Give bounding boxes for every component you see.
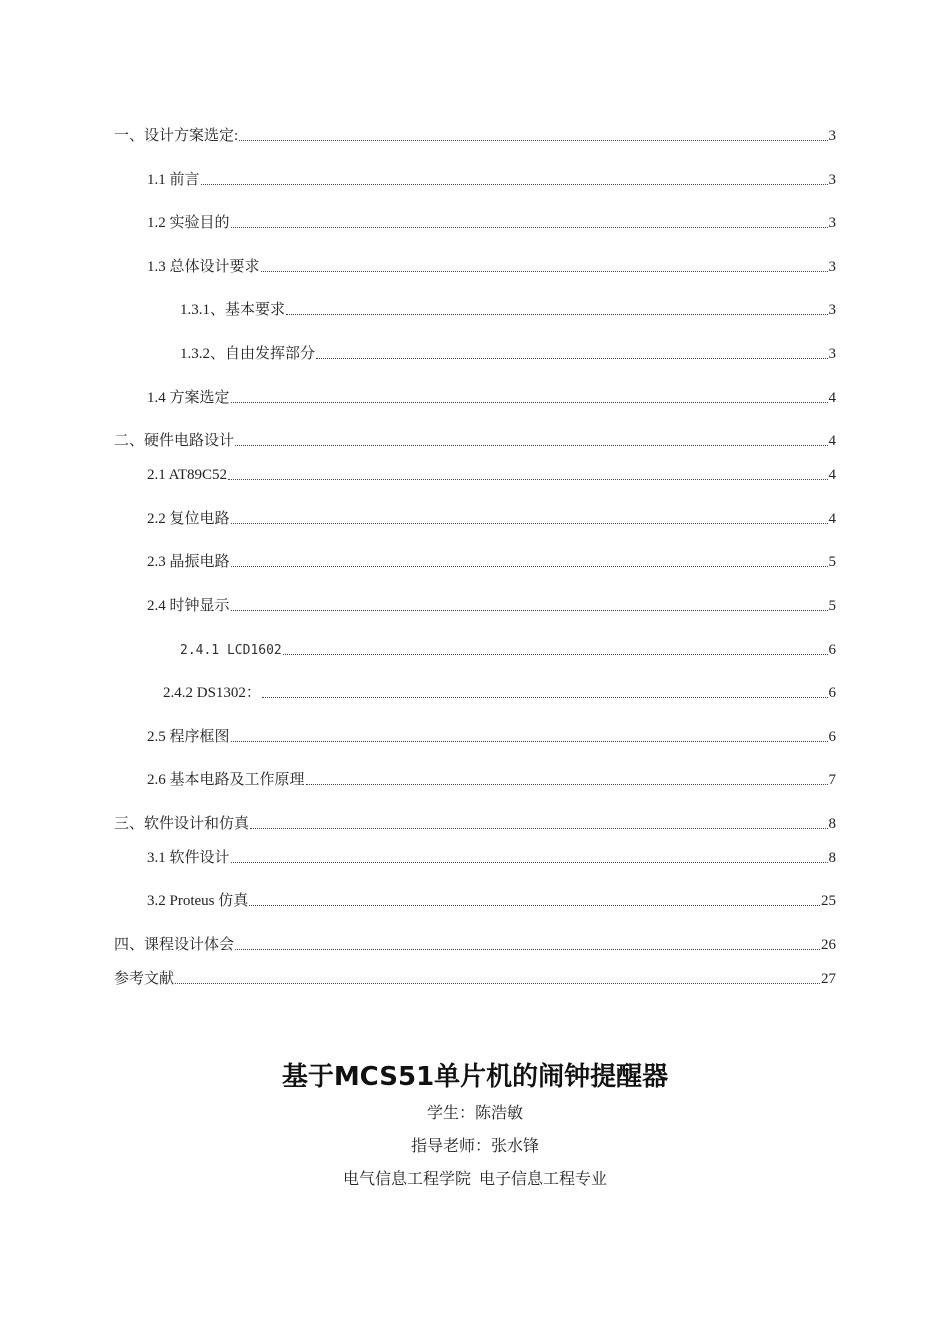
toc-leader-dots <box>239 139 827 141</box>
toc-entry[interactable] <box>180 344 836 364</box>
toc-entry-label: 2.5 程序框图 <box>147 729 230 745</box>
toc-entry-label: 三、软件设计和仿真 <box>114 816 250 832</box>
toc-entry-page-number: 3 <box>828 346 836 362</box>
toc-leader-dots <box>231 609 828 611</box>
toc-entry-page-number: 3 <box>828 302 836 318</box>
toc-entry-page-number: 4 <box>828 467 836 483</box>
toc-entry-page-number: 8 <box>828 816 836 832</box>
toc-entry-label: 1.1 前言 <box>147 172 200 188</box>
toc-entry[interactable] <box>114 126 836 146</box>
toc-leader-dots <box>231 861 828 863</box>
toc-leader-dots <box>231 740 828 742</box>
toc-entry-label: 2.2 复位电路 <box>147 511 230 527</box>
toc-entry[interactable] <box>147 213 836 233</box>
student-line: 学生：陈浩敏 <box>426 1105 523 1122</box>
toc-entry[interactable] <box>147 552 836 572</box>
toc-entry-label: 1.3 总体设计要求 <box>147 259 260 275</box>
toc-leader-dots <box>201 183 828 185</box>
toc-entry-label: 2.1 AT89C52 <box>147 467 228 483</box>
toc-leader-dots <box>231 565 828 567</box>
toc-entry-label: 一、设计方案选定: <box>114 128 239 144</box>
document-title: 基于MCS51单片机的闹钟提醒器 <box>281 1062 669 1092</box>
toc-entry[interactable] <box>147 170 836 190</box>
toc-entry-label: 3.1 软件设计 <box>147 850 230 866</box>
toc-entry-page-number: 3 <box>828 128 836 144</box>
toc-entry-page-number: 3 <box>828 172 836 188</box>
toc-entry[interactable] <box>180 300 836 320</box>
toc-entry-label: 2.4 时钟显示 <box>147 598 230 614</box>
toc-entry[interactable] <box>114 935 836 955</box>
toc-entry-page-number: 5 <box>828 554 836 570</box>
toc-leader-dots <box>250 827 827 829</box>
toc-entry[interactable] <box>147 596 836 616</box>
toc-entry[interactable] <box>147 727 836 747</box>
toc-entry-label: 3.2 Proteus 仿真 <box>147 893 249 909</box>
toc-entry[interactable] <box>147 388 836 408</box>
toc-entry-label: 二、硬件电路设计 <box>114 433 235 449</box>
toc-entry[interactable] <box>114 969 836 989</box>
toc-entry-page-number: 25 <box>821 893 836 909</box>
toc-leader-dots <box>316 357 827 359</box>
toc-entry-page-number: 7 <box>828 772 836 788</box>
toc-entry-page-number: 3 <box>828 259 836 275</box>
toc-leader-dots <box>249 904 820 906</box>
toc-entry-label: 2.3 晶振电路 <box>147 554 230 570</box>
toc-entry-page-number: 4 <box>828 511 836 527</box>
toc-leader-dots <box>235 948 820 950</box>
toc-leader-dots <box>261 270 828 272</box>
toc-entry-label: 1.3.1、基本要求 <box>180 302 286 318</box>
toc-entry-label: 参考文献 <box>114 971 175 987</box>
toc-entry-page-number: 6 <box>828 685 836 701</box>
toc-leader-dots <box>231 522 828 524</box>
toc-entry[interactable] <box>147 509 836 529</box>
toc-leader-dots <box>235 444 827 446</box>
toc-entry-page-number: 8 <box>828 850 836 866</box>
toc-entry[interactable] <box>114 814 836 834</box>
toc-entry-page-number: 5 <box>828 598 836 614</box>
toc-entry-label: 1.2 实验目的 <box>147 215 230 231</box>
toc-leader-dots <box>231 401 828 403</box>
department-line: 电气信息工程学院 电子信息工程专业 <box>342 1171 607 1188</box>
toc-leader-dots <box>283 653 828 655</box>
toc-entry[interactable] <box>147 465 836 485</box>
toc-entry[interactable] <box>163 683 836 703</box>
toc-entry-label: 1.4 方案选定 <box>147 390 230 406</box>
toc-entry-page-number: 26 <box>821 937 836 953</box>
toc-entry-page-number: 3 <box>828 215 836 231</box>
toc-leader-dots <box>175 982 820 984</box>
toc-entry-page-number: 6 <box>828 642 836 658</box>
toc-entry[interactable] <box>180 640 836 660</box>
toc-entry-label: 2.6 基本电路及工作原理 <box>147 772 305 788</box>
toc-leader-dots <box>306 783 828 785</box>
toc-entry[interactable] <box>114 431 836 451</box>
toc-leader-dots <box>286 313 827 315</box>
toc-entry-label: 2.4.2 DS1302： <box>163 685 261 701</box>
toc-entry-page-number: 4 <box>828 433 836 449</box>
toc-entry[interactable] <box>147 848 836 868</box>
advisor-line: 指导老师：张水锋 <box>410 1138 539 1155</box>
toc-leader-dots <box>228 478 827 480</box>
toc-entry[interactable] <box>147 770 836 790</box>
toc-entry-page-number: 27 <box>821 971 836 987</box>
toc-entry-page-number: 4 <box>828 390 836 406</box>
toc-entry-label: 四、课程设计体会 <box>114 937 235 953</box>
toc-entry-page-number: 6 <box>828 729 836 745</box>
toc-leader-dots <box>231 226 828 228</box>
toc-leader-dots <box>262 696 828 698</box>
toc-entry[interactable] <box>147 891 836 911</box>
toc-entry[interactable] <box>147 257 836 277</box>
toc-entry-label: 1.3.2、自由发挥部分 <box>180 346 316 362</box>
toc-entry-label: 2.4.1 LCD1602 <box>180 643 282 658</box>
